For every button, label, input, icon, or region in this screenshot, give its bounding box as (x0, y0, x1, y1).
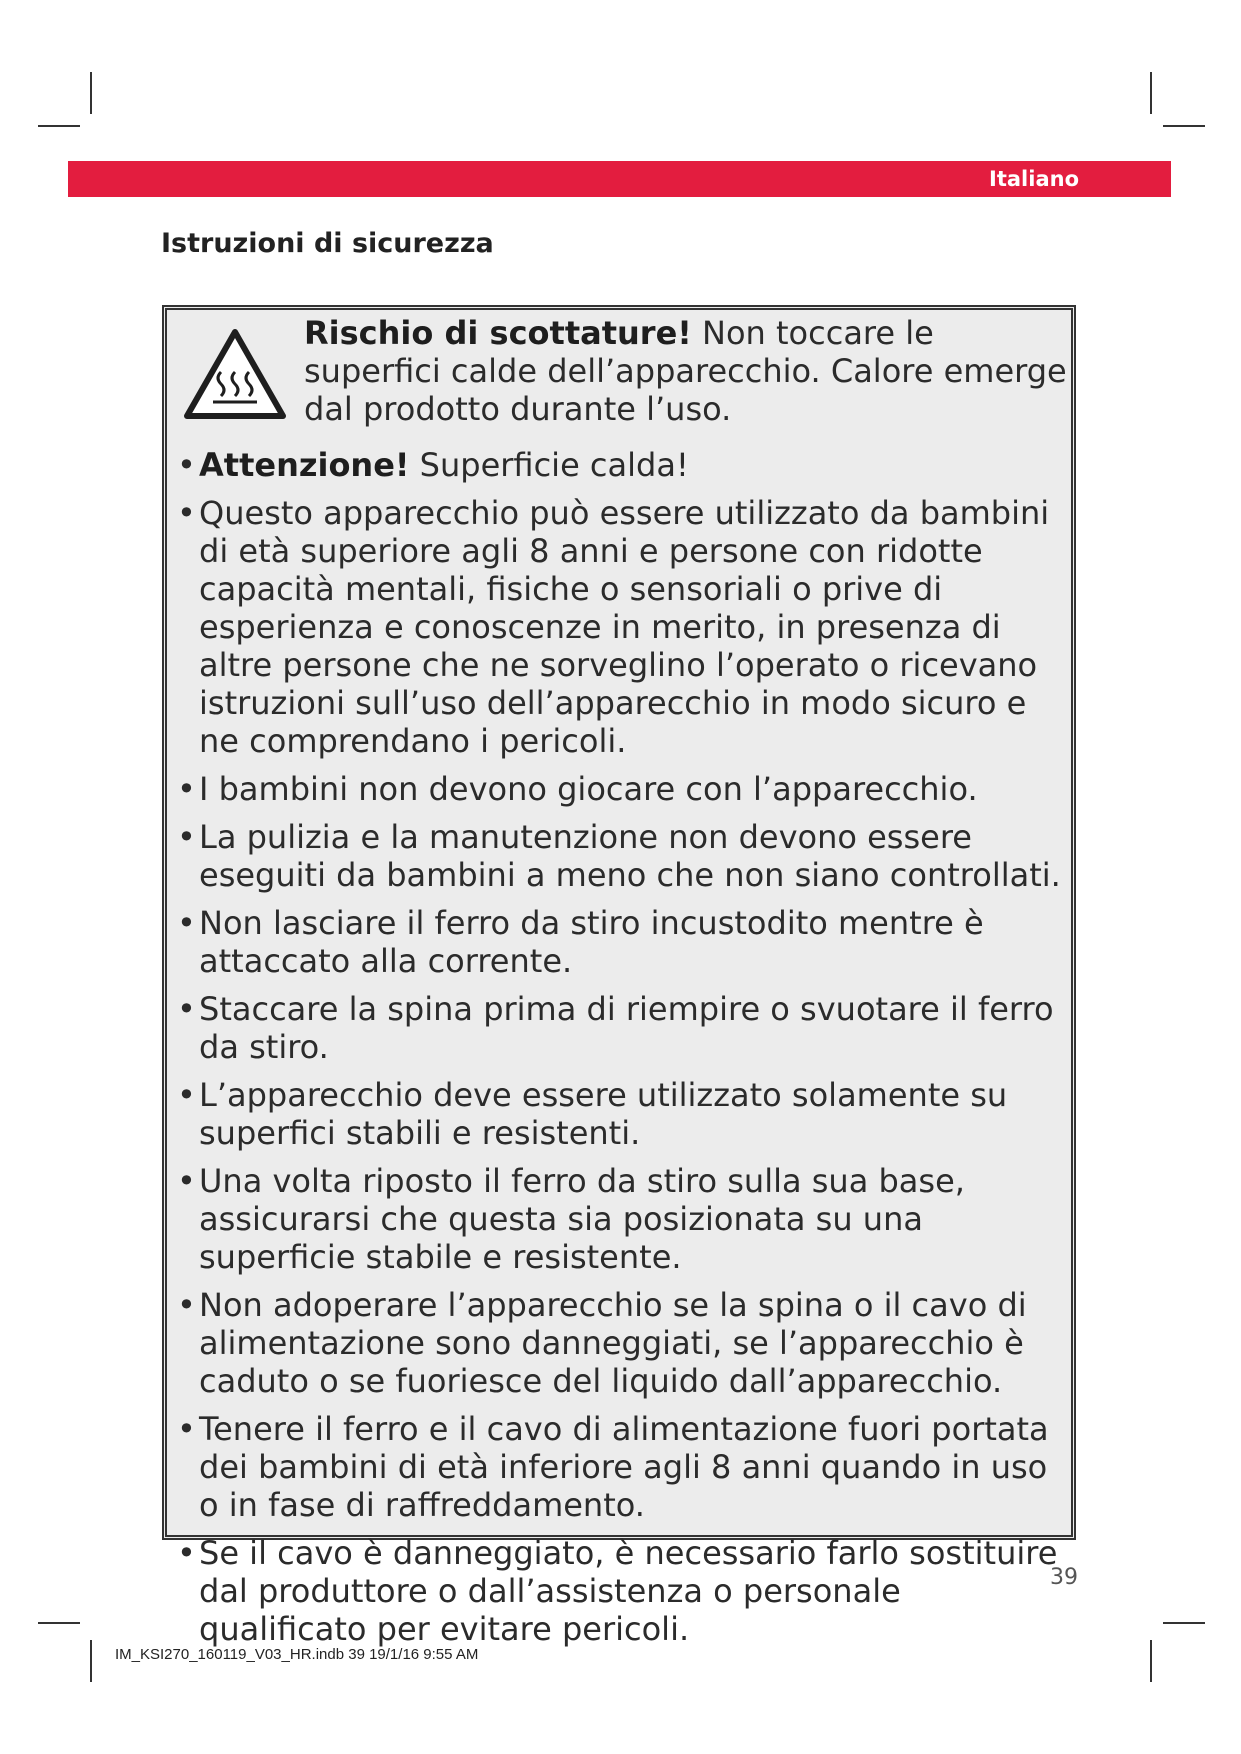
list-item: • Non adoperare l’apparecchio se la spina o il cavo di alimentazione sono danneggiati, se l’apparecchio è caduto o se fuoriesce del liquido dall’apparecchio. (177, 1286, 1027, 1400)
crop-mark (38, 1622, 80, 1624)
warning-header (177, 314, 1067, 444)
crop-mark (90, 1640, 92, 1682)
warning-title: Rischio di scottature! (304, 314, 692, 352)
list-item: • Una volta riposto il ferro da stiro sulla sua base, assicurarsi che questa sia posizionata su una superficie stabile e resistente. (177, 1162, 965, 1276)
hot-surface-warning-icon (183, 326, 287, 424)
crop-mark (38, 125, 80, 127)
warning-body: Non toccare le superfici calde dell’apparecchio. Calore emerge dal prodotto durante l’uso. (304, 314, 1067, 428)
list-item: • Staccare la spina prima di riempire o svuotare il ferro da stiro. (177, 990, 1054, 1066)
crop-mark (1150, 1640, 1152, 1682)
list-item: • La pulizia e la manutenzione non devono essere eseguiti da bambini a meno che non siano controllati. (177, 818, 1061, 894)
list-item: • Non lasciare il ferro da stiro incustodito mentre è attaccato alla corrente. (177, 904, 984, 980)
list-item: • Tenere il ferro e il cavo di alimentazione fuori portata dei bambini di età inferiore agli 8 anni quando in uso o in fase di raffreddamento. (177, 1410, 1049, 1524)
language-bar (68, 161, 1171, 197)
crop-mark (1163, 1622, 1205, 1624)
language-label: Italiano (989, 167, 1079, 191)
crop-mark (90, 72, 92, 114)
crop-mark (1150, 72, 1152, 114)
list-item: • Se il cavo è danneggiato, è necessario farlo sostituire dal produttore o dall’assistenza o personale qualificato per evitare pericoli. (177, 1534, 1058, 1648)
warning-text (304, 314, 1074, 428)
list-item: • Questo apparecchio può essere utilizzato da bambini di età superiore agli 8 anni e persone con ridotte capacità mentali, fisiche o sensoriali o prive di esperienza e conoscenze in merito, in presenza di altre persone che ne sorveglino l’operato o ricevano istruzioni sull’uso dell’apparecchio in modo sicuro e ne comprendano i pericoli. (177, 494, 1050, 760)
safety-bullet-list (177, 446, 1067, 1658)
page-title: Istruzioni di sicurezza (161, 228, 494, 259)
list-item: • I bambini non devono giocare con l’apparecchio. (177, 770, 978, 808)
list-item: • Attenzione! Superficie calda! (177, 446, 689, 484)
crop-mark (1163, 125, 1205, 127)
list-item: • L’apparecchio deve essere utilizzato solamente su superfici stabili e resistenti. (177, 1076, 1008, 1152)
page-number: 39 (1050, 1565, 1078, 1590)
print-slug: IM_KSI270_160119_V03_HR.indb 39 19/1/16 9:55 AM (115, 1646, 479, 1663)
